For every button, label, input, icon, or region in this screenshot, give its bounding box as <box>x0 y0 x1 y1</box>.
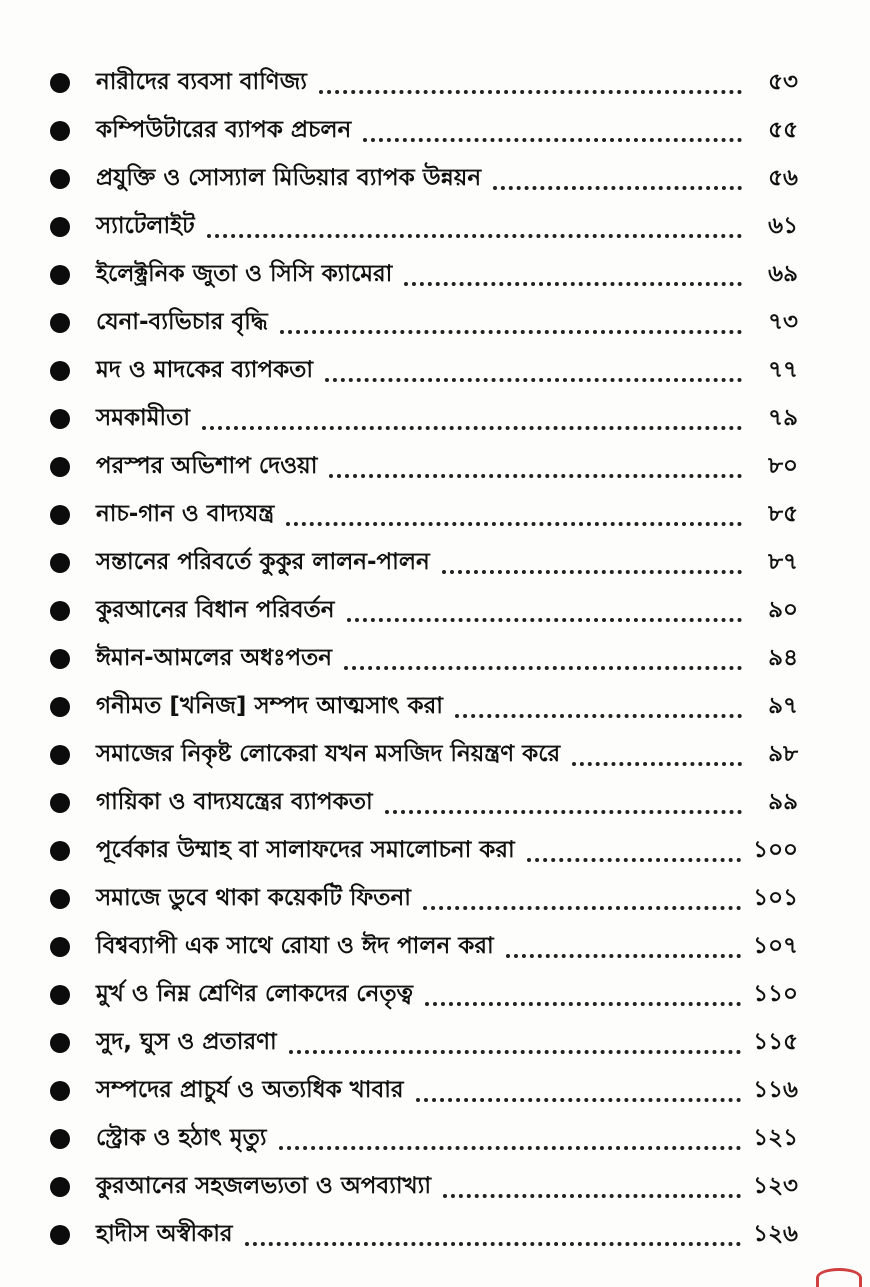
toc-page-number: ৫৬ <box>768 164 798 191</box>
toc-page-number: ১২১ <box>753 1124 798 1151</box>
toc-title: পূর্বেকার উম্মাহ বা সালাফদের সমালোচনা করা <box>96 836 515 863</box>
dot-leader <box>325 374 742 382</box>
bullet-icon <box>50 553 70 573</box>
toc-title: সন্তানের পরিবর্তে কুকুর লালন-পালন <box>96 548 430 575</box>
bullet-icon <box>50 313 70 333</box>
toc-page-number: ১১৫ <box>753 1028 798 1055</box>
toc-page-number: ৮৫ <box>768 500 798 527</box>
toc-title: মুর্খ ও নিম্ন শ্রেণির লোকদের নেতৃত্ব <box>96 980 413 1007</box>
table-of-contents <box>0 58 870 1258</box>
bullet-icon <box>50 889 70 909</box>
toc-page-number: ১২৩ <box>753 1172 798 1199</box>
toc-item <box>0 58 870 106</box>
bullet-icon <box>50 1033 70 1053</box>
toc-page-number: ৬১ <box>768 212 798 239</box>
dot-leader <box>572 758 742 766</box>
bullet-icon <box>50 697 70 717</box>
toc-item <box>0 106 870 154</box>
dot-leader <box>289 1046 742 1054</box>
toc-item <box>0 490 870 538</box>
toc-title: মদ ও মাদকের ব্যাপকতা <box>96 356 314 383</box>
dot-leader <box>202 422 742 430</box>
toc-item <box>0 394 870 442</box>
bullet-icon <box>50 1129 70 1149</box>
toc-title: সুদ, ঘুস ও প্রতারণা <box>96 1028 277 1055</box>
toc-title: নাচ-গান ও বাদ্যযন্ত্র <box>96 500 275 527</box>
toc-title: কুরআনের সহজলভ্যতা ও অপব্যাখ্যা <box>96 1172 431 1199</box>
toc-title: বিশ্বব্যাপী এক সাথে রোযা ও ঈদ পালন করা <box>96 932 494 959</box>
dot-leader <box>245 1238 742 1246</box>
toc-item <box>0 250 870 298</box>
dot-leader <box>329 470 742 478</box>
bullet-icon <box>50 793 70 813</box>
dot-leader <box>442 566 742 574</box>
toc-page-number: ৭৯ <box>768 404 798 431</box>
dot-leader <box>506 950 742 958</box>
toc-page-number: ১০১ <box>753 884 798 911</box>
dot-leader <box>286 518 742 526</box>
toc-item <box>0 1018 870 1066</box>
toc-page-number: ৯৪ <box>768 644 798 671</box>
dot-leader <box>416 1094 742 1102</box>
toc-page-number: ৯৮ <box>768 740 798 767</box>
toc-title: সমাজের নিকৃষ্ট লোকেরা যখন মসজিদ নিয়ন্ত্রণ করে <box>96 740 561 767</box>
bullet-icon <box>50 601 70 621</box>
bullet-icon <box>50 457 70 477</box>
toc-page-number: ৭৭ <box>768 356 798 383</box>
dot-leader <box>527 854 741 862</box>
bullet-icon <box>50 121 70 141</box>
bullet-icon <box>50 985 70 1005</box>
toc-item <box>0 730 870 778</box>
toc-title: সম্পদের প্রাচুর্য ও অত্যধিক খাবার <box>96 1076 404 1103</box>
toc-title: প্রযুক্তি ও সোস্যাল মিডিয়ার ব্যাপক উন্নয়ন <box>96 164 482 191</box>
dot-leader <box>319 86 742 94</box>
dot-leader <box>207 230 742 238</box>
bullet-icon <box>50 841 70 861</box>
bullet-icon <box>50 409 70 429</box>
toc-page-number: ১০৭ <box>753 932 798 959</box>
bullet-icon <box>50 1081 70 1101</box>
toc-title: স্যাটেলাইট <box>96 212 195 239</box>
dot-leader <box>347 614 742 622</box>
toc-title: পরস্পর অভিশাপ দেওয়া <box>96 452 318 479</box>
bullet-icon <box>50 937 70 957</box>
toc-page-number: ৫৫ <box>768 116 798 143</box>
toc-item <box>0 202 870 250</box>
dot-leader <box>425 998 741 1006</box>
toc-item <box>0 970 870 1018</box>
toc-item <box>0 586 870 634</box>
dot-leader <box>344 662 742 670</box>
toc-title: যেনা-ব্যভিচার বৃদ্ধি <box>96 308 268 335</box>
toc-page-number: ৮০ <box>768 452 798 479</box>
toc-item <box>0 874 870 922</box>
toc-item <box>0 922 870 970</box>
toc-title: ইলেক্ট্রনিক জুতা ও সিসি ক্যামেরা <box>96 260 393 287</box>
toc-title: গনীমত [খনিজ] সম্পদ আত্মসাৎ করা <box>96 692 443 719</box>
toc-title: কুরআনের বিধান পরিবর্তন <box>96 596 335 623</box>
bullet-icon <box>50 73 70 93</box>
toc-item <box>0 778 870 826</box>
toc-item <box>0 538 870 586</box>
toc-item <box>0 1210 870 1258</box>
toc-page-number: ১১৬ <box>753 1076 798 1103</box>
toc-page-number: ৮৭ <box>768 548 798 575</box>
toc-item <box>0 346 870 394</box>
toc-title: সমাজে ডুবে থাকা কয়েকটি ফিতনা <box>96 884 411 911</box>
toc-title: নারীদের ব্যবসা বাণিজ্য <box>96 68 307 95</box>
toc-item <box>0 1162 870 1210</box>
toc-title: ঈমান-আমলের অধঃপতন <box>96 644 333 671</box>
bullet-icon <box>50 1177 70 1197</box>
toc-page-number: ৬৯ <box>768 260 798 287</box>
bullet-icon <box>50 745 70 765</box>
toc-title: হাদীস অস্বীকার <box>96 1220 233 1247</box>
toc-item <box>0 1066 870 1114</box>
toc-item <box>0 298 870 346</box>
toc-page-number: ১০০ <box>753 836 798 863</box>
dot-leader <box>385 806 742 814</box>
toc-page-number: ৯৭ <box>768 692 798 719</box>
dot-leader <box>280 326 742 334</box>
dot-leader <box>363 134 742 142</box>
dot-leader <box>404 278 742 286</box>
toc-item <box>0 154 870 202</box>
dot-leader <box>455 710 742 718</box>
bullet-icon <box>50 1225 70 1245</box>
toc-item <box>0 1114 870 1162</box>
toc-item <box>0 442 870 490</box>
toc-item <box>0 682 870 730</box>
bullet-icon <box>50 361 70 381</box>
toc-title: স্ট্রোক ও হঠাৎ মৃত্যু <box>96 1124 267 1151</box>
toc-page-number: ৫৩ <box>768 68 798 95</box>
dot-leader <box>423 902 741 910</box>
toc-page-number: ৯৯ <box>768 788 798 815</box>
toc-page-number: ১১০ <box>753 980 798 1007</box>
toc-page-number: ১২৬ <box>753 1220 798 1247</box>
toc-page-number: ৭৩ <box>768 308 798 335</box>
bullet-icon <box>50 505 70 525</box>
toc-title: গায়িকা ও বাদ্যযন্ত্রের ব্যাপকতা <box>96 788 373 815</box>
dot-leader <box>279 1142 742 1150</box>
bullet-icon <box>50 169 70 189</box>
bullet-icon <box>50 265 70 285</box>
bullet-icon <box>50 217 70 237</box>
toc-title: কম্পিউটারের ব্যাপক প্রচলন <box>96 116 352 143</box>
toc-item <box>0 826 870 874</box>
dot-leader <box>443 1190 741 1198</box>
toc-item <box>0 634 870 682</box>
toc-title: সমকামীতা <box>96 404 191 431</box>
bullet-icon <box>50 649 70 669</box>
dot-leader <box>493 182 742 190</box>
corner-stamp-mark <box>816 1268 862 1287</box>
toc-page-number: ৯০ <box>768 596 798 623</box>
